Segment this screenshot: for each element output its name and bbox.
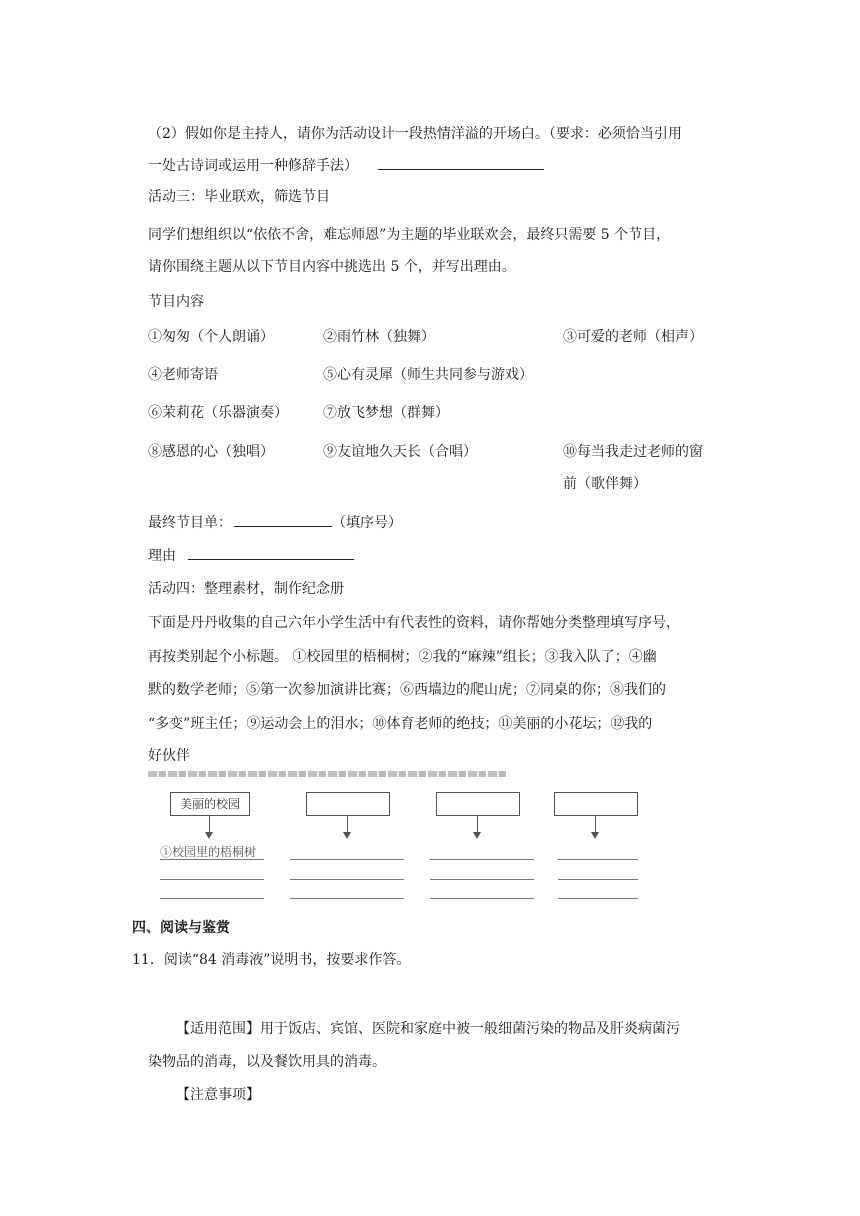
reason-label: 理由 — [148, 548, 176, 564]
reason-blank[interactable] — [188, 545, 354, 560]
scope-text: 染物品的消毒，以及餐饮用具的消毒。 — [148, 1054, 386, 1070]
activity2-q2-line1: （2）假如你是主持人，请你为活动设计一段热情洋溢的开场白。（要求：必须恰当引用 — [148, 126, 682, 142]
activity2-q2-line2-wrap — [148, 155, 544, 176]
answer-line[interactable] — [290, 859, 404, 860]
category-box-blank[interactable] — [436, 792, 520, 816]
classification-diagram — [150, 768, 650, 908]
category-box: 美丽的校园 — [170, 792, 250, 816]
final-program-hint: （填序号） — [332, 515, 402, 531]
activity2-q2-line2: 一处古诗词或运用一种修辞手法） — [148, 158, 358, 174]
program-item: ①匆匆（个人朗诵） — [148, 329, 274, 345]
answer-line[interactable] — [558, 879, 638, 880]
notes-heading: 【注意事项】 — [176, 1087, 260, 1103]
answer-line[interactable] — [290, 879, 404, 880]
program-item: ③可爱的老师（相声） — [563, 329, 703, 345]
final-program-label: 最终节目单： — [148, 515, 232, 531]
program-item: ⑥茉莉花（乐器演奏） — [148, 405, 288, 421]
activity3-desc2: 请你围绕主题从以下节目内容中挑选出 5 个，并写出理由。 — [148, 259, 516, 275]
answer-line[interactable] — [160, 859, 264, 860]
activity4-text: “多变”班主任；⑨运动会上的泪水；⑩体育老师的绝技；⑪美丽的小花坛；⑫我的 — [148, 716, 653, 732]
program-item-continued: 前（歌伴舞） — [563, 476, 647, 492]
example-item: ①校园里的梧桐树 — [160, 845, 257, 859]
section-heading: 四、阅读与鉴赏 — [132, 920, 230, 936]
reason-line — [148, 545, 354, 566]
activity4-text: 下面是丹丹收集的自己六年小学生活中有代表性的资料，请你帮她分类整理填写序号， — [148, 615, 680, 631]
activity3-heading: 活动三：毕业联欢，筛选节目 — [148, 189, 330, 205]
final-program-blank[interactable] — [234, 512, 332, 527]
program-item: ⑧感恩的心（独唱） — [148, 444, 274, 460]
program-item: ⑨友谊地久天长（合唱） — [323, 444, 477, 460]
program-list-title: 节目内容 — [148, 294, 204, 310]
program-item: ②雨竹林（独舞） — [323, 329, 435, 345]
scope-text: 【适用范围】用于饭店、宾馆、医院和家庭中被一般细菌污染的物品及肝炎病菌污 — [176, 1021, 680, 1037]
activity4-text: 好伙伴 — [148, 748, 190, 764]
answer-line[interactable] — [430, 898, 534, 899]
answer-line[interactable] — [160, 879, 264, 880]
program-item: ⑩每当我走过老师的窗 — [563, 444, 703, 460]
activity4-text: 默的数学老师；⑤第一次参加演讲比赛；⑥西墙边的爬山虎；⑦同桌的你；⑧我们的 — [148, 682, 666, 698]
arrow-down-icon — [343, 832, 351, 839]
program-item: ⑤心有灵犀（师生共同参与游戏） — [323, 367, 533, 383]
answer-line[interactable] — [430, 879, 534, 880]
answer-blank[interactable] — [378, 155, 544, 170]
answer-line[interactable] — [558, 898, 638, 899]
activity4-text: 再按类别起个小标题。 ①校园里的梧桐树；②我的“麻辣”组长；③我入队了；④幽 — [148, 649, 657, 665]
category-box-blank[interactable] — [306, 792, 390, 816]
answer-line[interactable] — [430, 859, 534, 860]
activity4-heading: 活动四：整理素材，制作纪念册 — [148, 581, 344, 597]
activity3-desc1: 同学们想组织以“依依不舍，难忘师恩”为主题的毕业联欢会，最终只需要 5 个节目， — [148, 227, 671, 243]
arrow-down-icon — [205, 832, 213, 839]
arrow-down-icon — [473, 832, 481, 839]
answer-line[interactable] — [558, 859, 638, 860]
answer-line[interactable] — [290, 898, 404, 899]
category-box-blank[interactable] — [554, 792, 638, 816]
arrow-down-icon — [591, 832, 599, 839]
final-program-line — [148, 512, 402, 533]
answer-line[interactable] — [160, 898, 264, 899]
question-11: 11．阅读“84 消毒液”说明书，按要求作答。 — [132, 952, 411, 968]
program-item: ④老师寄语 — [148, 367, 218, 383]
program-item: ⑦放飞梦想（群舞） — [323, 405, 449, 421]
